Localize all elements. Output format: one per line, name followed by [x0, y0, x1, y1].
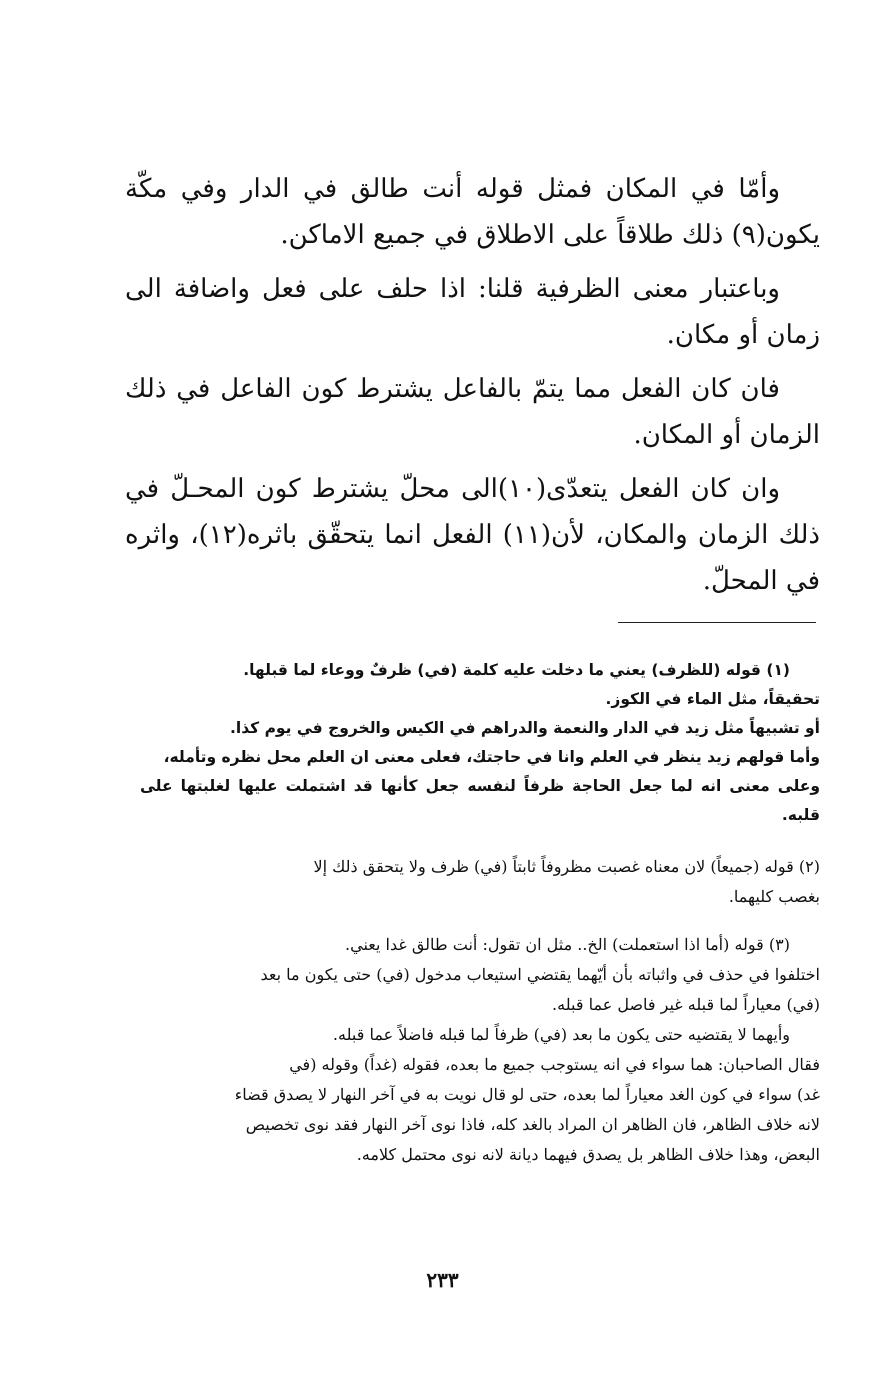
footnote-1 — [140, 656, 820, 830]
footnote-line: تحقيقاً، مثل الماء في الكوز. — [605, 690, 820, 708]
footnote-line: وأما قولهم زيد ينظر في العلم وانا في حاجتك، فعلى معنى ان العلم محل نظره وتأمله، — [163, 748, 820, 766]
footnote-line: وأيهما لا يقتضيه حتى يكون ما بعد (في) ظرفاً لما قبله فاضلاً عما قبله. — [332, 1025, 790, 1044]
footnote-line: (١) قوله (للظرف) يعني ما دخلت عليه كلمة (في) ظرفٌ ووعاء لما قبلها. — [243, 661, 790, 679]
main-paragraph: فان كان الفعل مما يتمّ بالفاعل يشترط كون الفاعل في ذلك الزمان أو المكان. — [125, 374, 820, 450]
footnote-line: (٣) قوله (أما اذا استعملت) الخ.. مثل ان تقول: أنت طالق غدا يعني. — [345, 935, 790, 954]
footnote-line: لانه خلاف الظاهر، فان الظاهر ان المراد بالغد كله، فاذا نوى آخر النهار فقد نوى تخصيص — [245, 1115, 820, 1134]
main-paragraph: وباعتبار معنى الظرفية قلنا: اذا حلف على فعل واضافة الى زمان أو مكان. — [125, 274, 820, 350]
footnote-line: بغصب كليهما. — [728, 887, 820, 906]
footnote-line: أو تشبيهاً مثل زيد في الدار والنعمة والدراهم في الكيس والخروج في يوم كذا. — [230, 719, 820, 737]
footnote-2 — [140, 852, 820, 912]
footnote-line: وعلى معنى انه لما جعل الحاجة ظرفاً لنفسه جعل كأنها قد اشتملت عليها لغلبتها على قلبه. — [140, 777, 820, 824]
footnote-line: (في) معياراً لما قبله غير فاصل عما قبله. — [552, 995, 820, 1014]
footnote-line: غد) سواء في كون الغد معياراً لما بعده، حتى لو قال نويت به في آخر النهار لا يصدق قضاء — [234, 1085, 820, 1104]
main-body-text — [125, 166, 820, 612]
main-paragraph: وأمّا في المكان فمثل قوله أنت طالق في الدار وفي مكّة يكون(٩) ذلك طلاقاً على الاطلاق في جميع الاماكن. — [125, 174, 820, 250]
footnote-line: البعض، وهذا خلاف الظاهر بل يصدق فيهما ديانة لانه نوى محتمل كلامه. — [356, 1145, 820, 1164]
footnote-line: اختلفوا في حذف في واثباته بأن أيّهما يقتضي استيعاب مدخول (في) حتى يكون ما بعد — [260, 965, 820, 984]
main-paragraph: وان كان الفعل يتعدّى(١٠)الى محلّ يشترط كون المحـلّ في ذلك الزمان والمكان، لأن(١١) الفعل انما يتحقّق باثره(١٢)، واثره في المحلّ. — [125, 474, 821, 596]
footnote-line: (٢) قوله (جميعاً) لان معناه غصبت مظروفاً ثابتاً (في) ظرف ولا يتحقق ذلك إلا — [313, 857, 820, 876]
page-number: ٢٣٣ — [426, 1268, 459, 1292]
footnote-3 — [140, 930, 820, 1170]
footnote-divider — [618, 622, 816, 623]
footnote-line: فقال الصاحبان: هما سواء في انه يستوجب جميع ما بعده، فقوله (غداً) وقوله (في — [289, 1055, 820, 1074]
footnotes-section — [140, 656, 820, 1188]
